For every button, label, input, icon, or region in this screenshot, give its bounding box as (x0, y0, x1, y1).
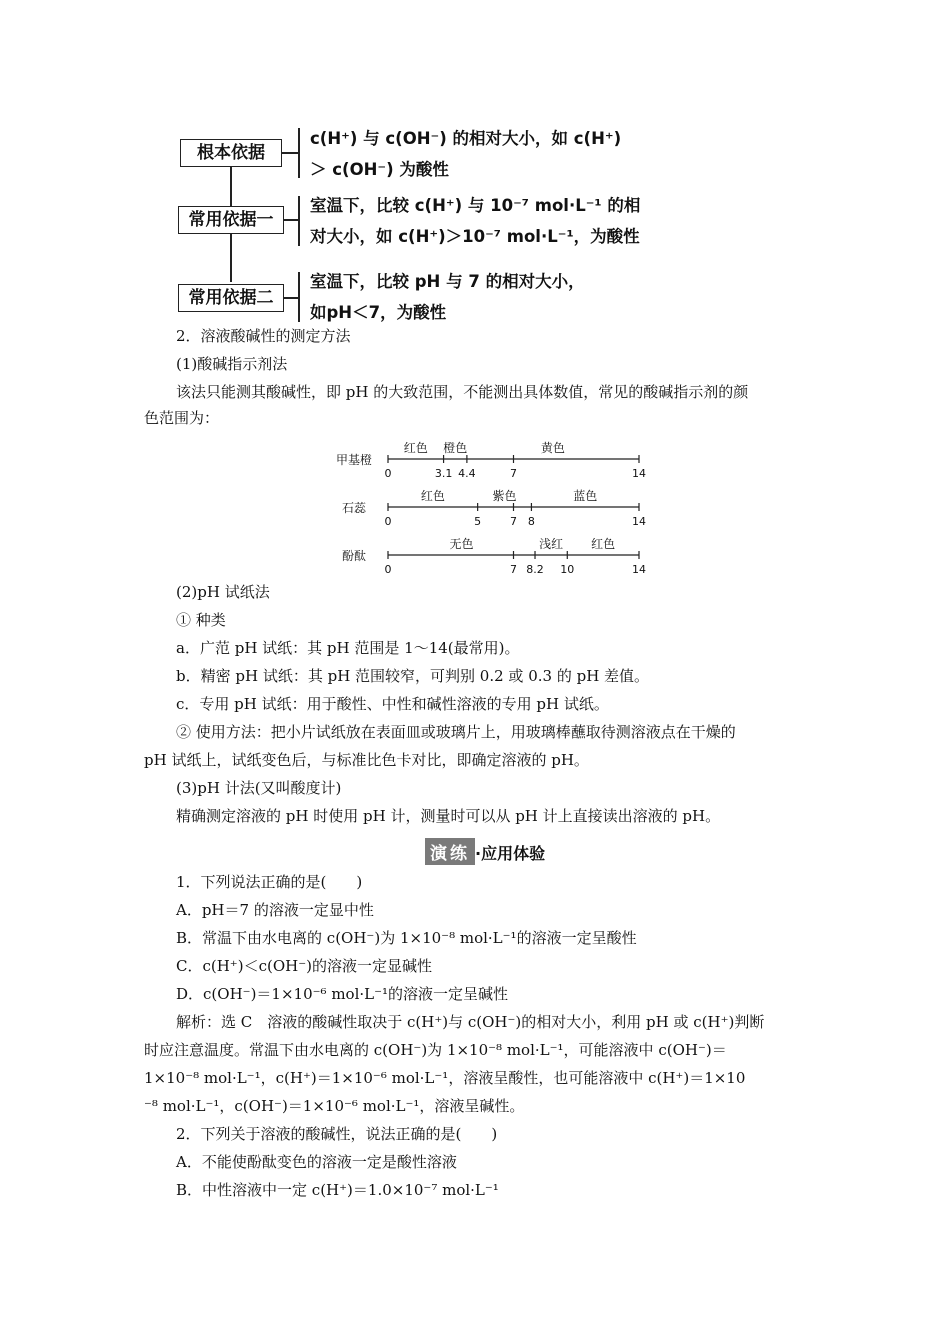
indicator-color-label: 无色 (449, 537, 474, 551)
indicator-color-label: 红色 (420, 489, 445, 503)
question-1-option-b: B．常温下由水电离的 c(OH⁻)为 1×10⁻⁸ mol·L⁻¹的溶液一定呈酸性 (176, 929, 637, 947)
ph-meter-paragraph: 精确测定溶液的 pH 时使用 pH 计，测量时可以从 pH 计上直接读出溶液的 pH。 (176, 807, 721, 825)
indicator-name: 酚酞 (341, 549, 367, 563)
indicator-color-label: 紫色 (492, 489, 517, 503)
criteria-box-common-1: 常用依据一 (178, 206, 284, 234)
question-1: 1．下列说法正确的是( ) (176, 873, 363, 891)
indicator-paragraph-line1: 该法只能测其酸碱性，即 pH 的大致范围，不能测出具体数值，常见的酸碱指示剂的颜 (176, 383, 749, 401)
answer-line-3: 1×10⁻⁸ mol·L⁻¹，c(H⁺)＝1×10⁻⁶ mol·L⁻¹，溶液呈酸性，也可能溶液中 c(H⁺)＝1×10 (144, 1069, 746, 1087)
indicator-color-label: 红色 (591, 537, 616, 551)
question-1-option-c: C．c(H⁺)＜c(OH⁻)的溶液一定显碱性 (176, 957, 432, 975)
ph-paper-usage-line1: ② 使用方法：把小片试纸放在表面皿或玻璃片上，用玻璃棒蘸取待测溶液点在干燥的 (176, 723, 736, 741)
ph-paper-type-b: b．精密 pH 试纸：其 pH 范围较窄，可判别 0.2 或 0.3 的 pH 差值。 (176, 667, 650, 685)
practice-tag: 演练 (425, 838, 475, 865)
indicator-color-label: 蓝色 (573, 489, 598, 503)
indicator-tick-label: 3.1 (434, 467, 453, 480)
indicator-tick-label: 14 (632, 467, 646, 480)
question-2: 2．下列关于溶液的酸碱性，说法正确的是( ) (176, 1125, 498, 1143)
indicator-color-label: 橙色 (443, 441, 468, 455)
indicator-tick-label: 7 (510, 467, 517, 480)
subheading-ph-meter: (3)pH 计法(又叫酸度计) (176, 779, 342, 797)
ph-paper-usage-line2: pH 试纸上，试纸变色后，与标准比色卡对比，即确定溶液的 pH。 (144, 751, 589, 769)
indicator-tick-label: 7 (510, 563, 517, 576)
ph-paper-kinds: ① 种类 (176, 611, 226, 629)
indicator-range-chart (0, 432, 950, 582)
question-1-option-d: D．c(OH⁻)＝1×10⁻⁶ mol·L⁻¹的溶液一定呈碱性 (176, 985, 509, 1003)
indicator-color-label: 浅红 (539, 537, 564, 551)
indicator-name: 甲基橙 (335, 453, 373, 467)
ph-paper-type-c: c．专用 pH 试纸：用于酸性、中性和碱性溶液的专用 pH 试纸。 (176, 695, 609, 713)
section-heading: 2．溶液酸碱性的测定方法 (176, 327, 351, 345)
question-2-option-b: B．中性溶液中一定 c(H⁺)＝1.0×10⁻⁷ mol·L⁻¹ (176, 1181, 499, 1199)
indicator-tick-label: 8.2 (526, 563, 544, 576)
indicator-tick-label: 10 (560, 563, 575, 576)
indicator-tick-label: 0 (384, 515, 392, 528)
criteria-desc-common-1: 室温下，比较 c(H⁺) 与 10⁻⁷ mol·L⁻¹ 的相 对大小，如 c(H⁺)＞10⁻⁷ mol·L⁻¹，为酸性 (310, 196, 641, 246)
answer-line-4: ⁻⁸ mol·L⁻¹，c(OH⁻)＝1×10⁻⁶ mol·L⁻¹，溶液呈碱性。 (144, 1097, 525, 1115)
criteria-desc-fundamental: c(H⁺) 与 c(OH⁻) 的相对大小，如 c(H⁺) ＞ c(OH⁻) 为酸性 (310, 129, 622, 179)
indicator-tick-label: 0 (384, 467, 392, 480)
subheading-ph-paper: (2)pH 试纸法 (176, 583, 270, 601)
answer-line-2: 时应注意温度。常温下由水电离的 c(OH⁻)为 1×10⁻⁸ mol·L⁻¹，可能溶液中 c(OH⁻)＝ (144, 1041, 727, 1059)
criteria-box-common-2: 常用依据二 (178, 284, 284, 312)
ph-paper-type-a: a．广范 pH 试纸：其 pH 范围是 1～14(最常用)。 (176, 639, 520, 657)
indicator-tick-label: 8 (527, 515, 535, 528)
indicator-tick-label: 0 (384, 563, 392, 576)
criteria-box-fundamental: 根本依据 (180, 139, 282, 167)
criteria-desc-common-2: 室温下，比较 pH 与 7 的相对大小， 如pH＜7，为酸性 (310, 272, 585, 322)
indicator-color-label: 红色 (403, 441, 428, 455)
indicator-paragraph-line2: 色范围为： (144, 409, 220, 427)
answer-line-1: 解析：选 C 溶液的酸碱性取决于 c(H⁺)与 c(OH⁻)的相对大小，利用 pH 或 c(H⁺)判断 (176, 1013, 765, 1031)
indicator-tick-label: 5 (474, 515, 482, 528)
indicator-tick-label: 4.4 (458, 467, 476, 480)
indicator-tick-label: 14 (632, 515, 646, 528)
subheading-indicator: (1)酸碱指示剂法 (176, 355, 288, 373)
indicator-color-label: 黄色 (540, 441, 565, 455)
indicator-tick-label: 14 (632, 563, 646, 576)
indicator-name: 石蕊 (341, 501, 367, 515)
question-2-option-a: A．不能使酚酞变色的溶液一定是酸性溶液 (176, 1153, 457, 1171)
practice-header (425, 838, 545, 865)
practice-title: ·应用体验 (475, 844, 546, 863)
question-1-option-a: A．pH＝7 的溶液一定显中性 (176, 901, 374, 919)
indicator-tick-label: 7 (510, 515, 517, 528)
